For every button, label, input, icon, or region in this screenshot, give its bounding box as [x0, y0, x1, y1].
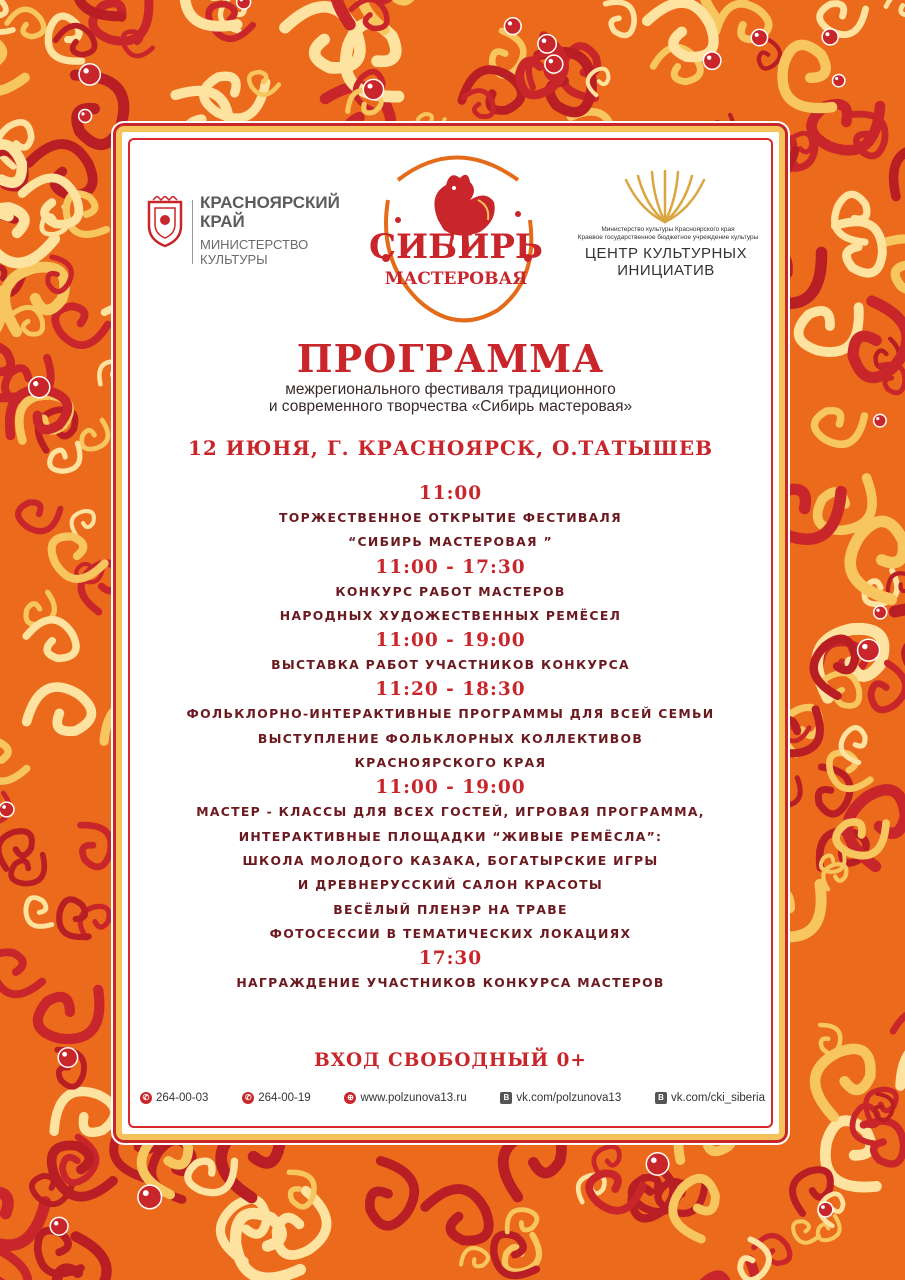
contact-item [140, 1092, 208, 1104]
coat-of-arms-icon [145, 196, 185, 248]
contact-item [500, 1092, 621, 1104]
contact-text[interactable]: vk.com/polzunova13 [516, 1092, 622, 1104]
festival-logo-word1: СИБИРЬ [369, 227, 543, 267]
program-time: 11:00 - 19:00 [375, 630, 526, 652]
region-logo-text [200, 193, 340, 267]
program-item-line: МАСТЕР - КЛАССЫ ДЛЯ ВСЕХ ГОСТЕЙ, ИГРОВАЯ ПРОГРАММА, [196, 804, 705, 820]
contact-item [344, 1092, 466, 1104]
subtitle-line1: межрегионального фестиваля традиционного [285, 381, 616, 398]
program-list [128, 481, 773, 995]
date-and-place: 12 ИЮНЯ, Г. КРАСНОЯРСК, О.ТАТЫШЕВ [187, 436, 714, 460]
program-item-line: ТОРЖЕСТВЕННОЕ ОТКРЫТИЕ ФЕСТИВАЛЯ [279, 510, 622, 525]
page-subtitle [128, 381, 773, 415]
globe-icon: ⊕ [344, 1092, 356, 1104]
contact-item [242, 1092, 310, 1104]
program-time: 17:30 [418, 948, 483, 970]
subtitle-line2: и современного творчества «Сибирь мастеровая» [268, 398, 633, 415]
contact-text[interactable]: 264-00-19 [258, 1092, 311, 1104]
cki-title-line1: ЦЕНТР КУЛЬТУРНЫХ [584, 245, 748, 262]
cki-subtitle [568, 226, 768, 242]
program-item-line: ВЫСТАВКА РАБОТ УЧАСТНИКОВ КОНКУРСА [271, 657, 630, 673]
festival-logo-word2: МАСТЕРОВАЯ [384, 269, 528, 289]
vk-icon: B [655, 1092, 667, 1104]
region-name-line1: КРАСНОЯРСКИЙ [200, 193, 340, 212]
program-time: 11:20 - 18:30 [375, 679, 526, 701]
program-time: 11:00 [418, 483, 483, 504]
contact-item [655, 1092, 765, 1104]
divider-line [192, 200, 193, 264]
program-item-line: НАРОДНЫХ ХУДОЖЕСТВЕННЫХ РЕМЁСЕЛ [279, 607, 622, 623]
cki-title [560, 245, 772, 279]
program-item-line: ИНТЕРАКТИВНЫЕ ПЛОЩАДКИ “ЖИВЫЕ РЕМЁСЛА”: [238, 828, 663, 844]
program-time: 11:00 - 17:30 [375, 556, 526, 578]
program-item-line: И ДРЕВНЕРУССКИЙ САЛОН КРАСОТЫ [297, 877, 604, 893]
contacts-bar [140, 1092, 765, 1104]
vk-icon: B [500, 1092, 512, 1104]
contact-text[interactable]: 264-00-03 [156, 1092, 209, 1104]
festival-logo [358, 140, 554, 340]
free-entry-notice: ВХОД СВОБОДНЫЙ 0+ [314, 1050, 587, 1071]
program-item-line: ФОТОСЕССИИ В ТЕМАТИЧЕСКИХ ЛОКАЦИЯХ [269, 925, 632, 941]
program-item-line: ВЕСЁЛЫЙ ПЛЕНЭР НА ТРАВЕ [333, 901, 568, 917]
fan-icon [620, 170, 710, 224]
cki-title-line2: ИНИЦИАТИВ [617, 262, 715, 279]
program-item-line: КРАСНОЯРСКОГО КРАЯ [354, 755, 547, 771]
program-time: 11:00 - 19:00 [375, 777, 526, 799]
cki-small-line2: Краевое государственное бюджетное учреждение культуры [577, 234, 759, 241]
cki-small-line1: Министерство культуры Красноярского края [601, 226, 735, 233]
phone-icon: ✆ [242, 1092, 254, 1104]
ministry-line2: КУЛЬТУРЫ [200, 252, 268, 267]
program-item-line: КОНКУРС РАБОТ МАСТЕРОВ [335, 583, 566, 599]
program-item-line: ВЫСТУПЛЕНИЕ ФОЛЬКЛОРНЫХ КОЛЛЕКТИВОВ [257, 730, 644, 746]
ministry-line1: МИНИСТЕРСТВО [200, 237, 309, 252]
program-item-line: ФОЛЬКЛОРНО-ИНТЕРАКТИВНЫЕ ПРОГРАММЫ ДЛЯ ВСЕЙ СЕМЬИ [186, 706, 715, 722]
region-name-line2: КРАЙ [200, 212, 245, 231]
contact-text[interactable]: vk.com/cki_siberia [671, 1092, 765, 1104]
phone-icon: ✆ [140, 1092, 152, 1104]
program-item-line: “СИБИРЬ МАСТЕРОВАЯ ” [348, 534, 553, 550]
contact-text[interactable]: www.polzunova13.ru [360, 1092, 467, 1104]
program-item-line: НАГРАЖДЕНИЕ УЧАСТНИКОВ КОНКУРСА МАСТЕРОВ [236, 975, 665, 991]
program-item-line: ШКОЛА МОЛОДОГО КАЗАКА, БОГАТЫРСКИЕ ИГРЫ [242, 852, 659, 868]
page-title: ПРОГРАММА [296, 336, 605, 381]
